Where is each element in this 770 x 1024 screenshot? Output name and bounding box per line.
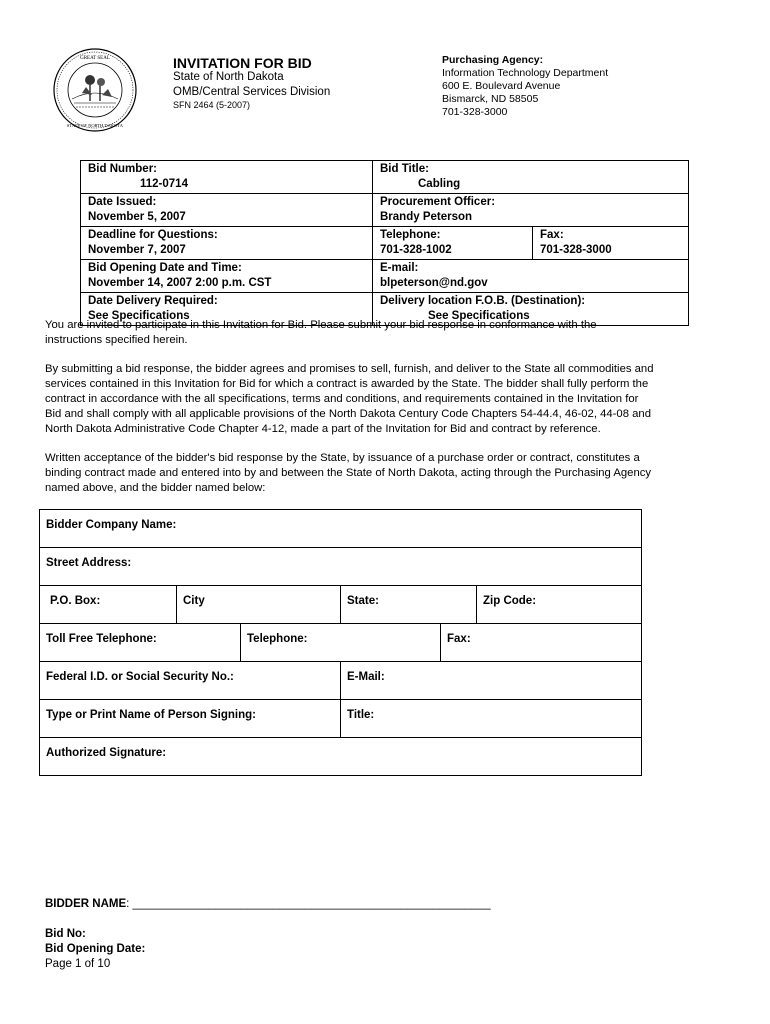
fax-label: Fax: [540, 229, 564, 241]
telephone-field[interactable]: Telephone: [240, 624, 440, 661]
text-line: contract in accordance with the all specifications, terms and conditions, and requirements contained in the Invitation for [45, 393, 639, 405]
opening-date: November 14, 2007 2:00 p.m. CST [88, 277, 272, 289]
agency-department: Information Technology Department [442, 67, 609, 79]
division-name: OMB/Central Services Division [173, 86, 331, 98]
street-address-field[interactable]: Street Address: [46, 557, 132, 569]
signer-title-field[interactable]: Title: [340, 700, 641, 737]
agency-title: Purchasing Agency: [442, 54, 544, 66]
svg-text:GREAT SEAL: GREAT SEAL [80, 56, 110, 61]
text-line: Written acceptance of the bidder's bid response by the State, by issuance of a purchase order or contract, constitutes a [45, 452, 640, 464]
form-row [40, 662, 641, 700]
bid-number-cell [81, 161, 373, 194]
text-line: instructions specified herein. [45, 334, 188, 346]
email-field[interactable]: E-Mail: [340, 662, 641, 699]
form-number: SFN 2464 (5-2007) [173, 100, 251, 110]
page-number: Page 1 of 10 [45, 958, 111, 970]
form-row [40, 548, 641, 586]
svg-text:STATE OF NORTH DAKOTA: STATE OF NORTH DAKOTA [66, 123, 124, 128]
bidder-name-blank[interactable]: : ________________________________________________________ [126, 898, 491, 910]
state-seal-logo [52, 47, 138, 133]
bid-no-label: Bid No: [45, 928, 86, 940]
date-issued-cell [81, 194, 373, 227]
bid-info-table [80, 160, 689, 326]
form-row [40, 624, 641, 662]
state-field[interactable]: State: [340, 586, 476, 623]
fax-cell [533, 227, 689, 260]
agency-street: 600 E. Boulevard Avenue [442, 80, 561, 92]
table-row [81, 161, 689, 194]
table-row [81, 260, 689, 293]
city-field[interactable]: City [176, 586, 340, 623]
fax-field[interactable]: Fax: [440, 624, 641, 661]
telephone-label: Telephone: [380, 229, 441, 241]
deadline-date: November 7, 2007 [88, 244, 186, 256]
document-title: INVITATION FOR BID [173, 55, 312, 71]
telephone-number: 701-328-1002 [380, 244, 452, 256]
agency-city: Bismarck, ND 58505 [442, 93, 539, 105]
signer-name-field[interactable]: Type or Print Name of Person Signing: [46, 709, 257, 721]
bid-number-label: Bid Number: [88, 163, 157, 175]
text-line: North Dakota Administrative Code Chapter 4-12, made a part of the Invitation for Bid and contract by reference. [45, 423, 601, 435]
form-row [40, 738, 641, 775]
zip-code-field[interactable]: Zip Code: [476, 586, 641, 623]
form-row [40, 700, 641, 738]
officer-name: Brandy Peterson [380, 211, 473, 223]
email-label: E-mail: [380, 262, 419, 274]
opening-cell [81, 260, 373, 293]
telephone-cell [373, 227, 533, 260]
delivery-value: See Specifications [88, 310, 190, 322]
form-row [40, 586, 641, 624]
bid-title: Cabling [418, 178, 461, 190]
bid-title-label: Bid Title: [380, 163, 429, 175]
agreement-paragraph [45, 362, 727, 437]
table-row [81, 227, 689, 260]
officer-label: Procurement Officer: [380, 196, 496, 208]
deadline-label: Deadline for Questions: [88, 229, 218, 241]
bidder-name-line [45, 898, 491, 910]
text-line: binding contract made and entered into by and between the State of North Dakota, acting through the Purchasing Agency [45, 467, 652, 479]
toll-free-telephone-field[interactable]: Toll Free Telephone: [46, 633, 157, 645]
bid-title-cell [373, 161, 689, 194]
date-issued-label: Date Issued: [88, 196, 157, 208]
location-value: See Specifications [428, 310, 530, 322]
email-address: blpeterson@nd.gov [380, 277, 488, 289]
authorized-signature-field[interactable]: Authorized Signature: [46, 747, 167, 759]
po-box-field[interactable]: P.O. Box: [50, 595, 101, 607]
form-row [40, 510, 641, 548]
email-cell [373, 260, 689, 293]
text-line: By submitting a bid response, the bidder agrees and promises to sell, furnish, and deliver to the State all commodities and [45, 363, 654, 375]
location-label: Delivery location F.O.B. (Destination): [380, 295, 586, 307]
text-line: You are invited to participate in this Invitation for Bid. Please submit your bid response in conformance with the [45, 319, 597, 331]
agency-phone: 701-328-3000 [442, 106, 508, 118]
state-name: State of North Dakota [173, 71, 284, 83]
opening-label: Bid Opening Date and Time: [88, 262, 242, 274]
officer-cell [373, 194, 689, 227]
text-line: named above, and the bidder named below: [45, 482, 266, 494]
bid-opening-date-label: Bid Opening Date: [45, 943, 146, 955]
delivery-label: Date Delivery Required: [88, 295, 218, 307]
bid-number: 112-0714 [140, 178, 188, 190]
bidder-form [39, 509, 642, 776]
company-name-field[interactable]: Bidder Company Name: [46, 519, 177, 531]
deadline-cell [81, 227, 373, 260]
table-row [81, 194, 689, 227]
fax-number: 701-328-3000 [540, 244, 612, 256]
date-issued: November 5, 2007 [88, 211, 186, 223]
acceptance-paragraph [45, 451, 727, 496]
federal-id-field[interactable]: Federal I.D. or Social Security No.: [46, 671, 234, 683]
text-line: services contained in this Invitation for Bid for which a contract is awarded by the State. The bidder shall fully perform the [45, 378, 649, 390]
bidder-name-label: BIDDER NAME [45, 898, 127, 910]
intro-paragraph [45, 318, 727, 348]
text-line: Bid and shall comply with all applicable provisions of the North Dakota Century Code Chapters 54-44.4, 46-02, 44-08 and [45, 408, 651, 420]
